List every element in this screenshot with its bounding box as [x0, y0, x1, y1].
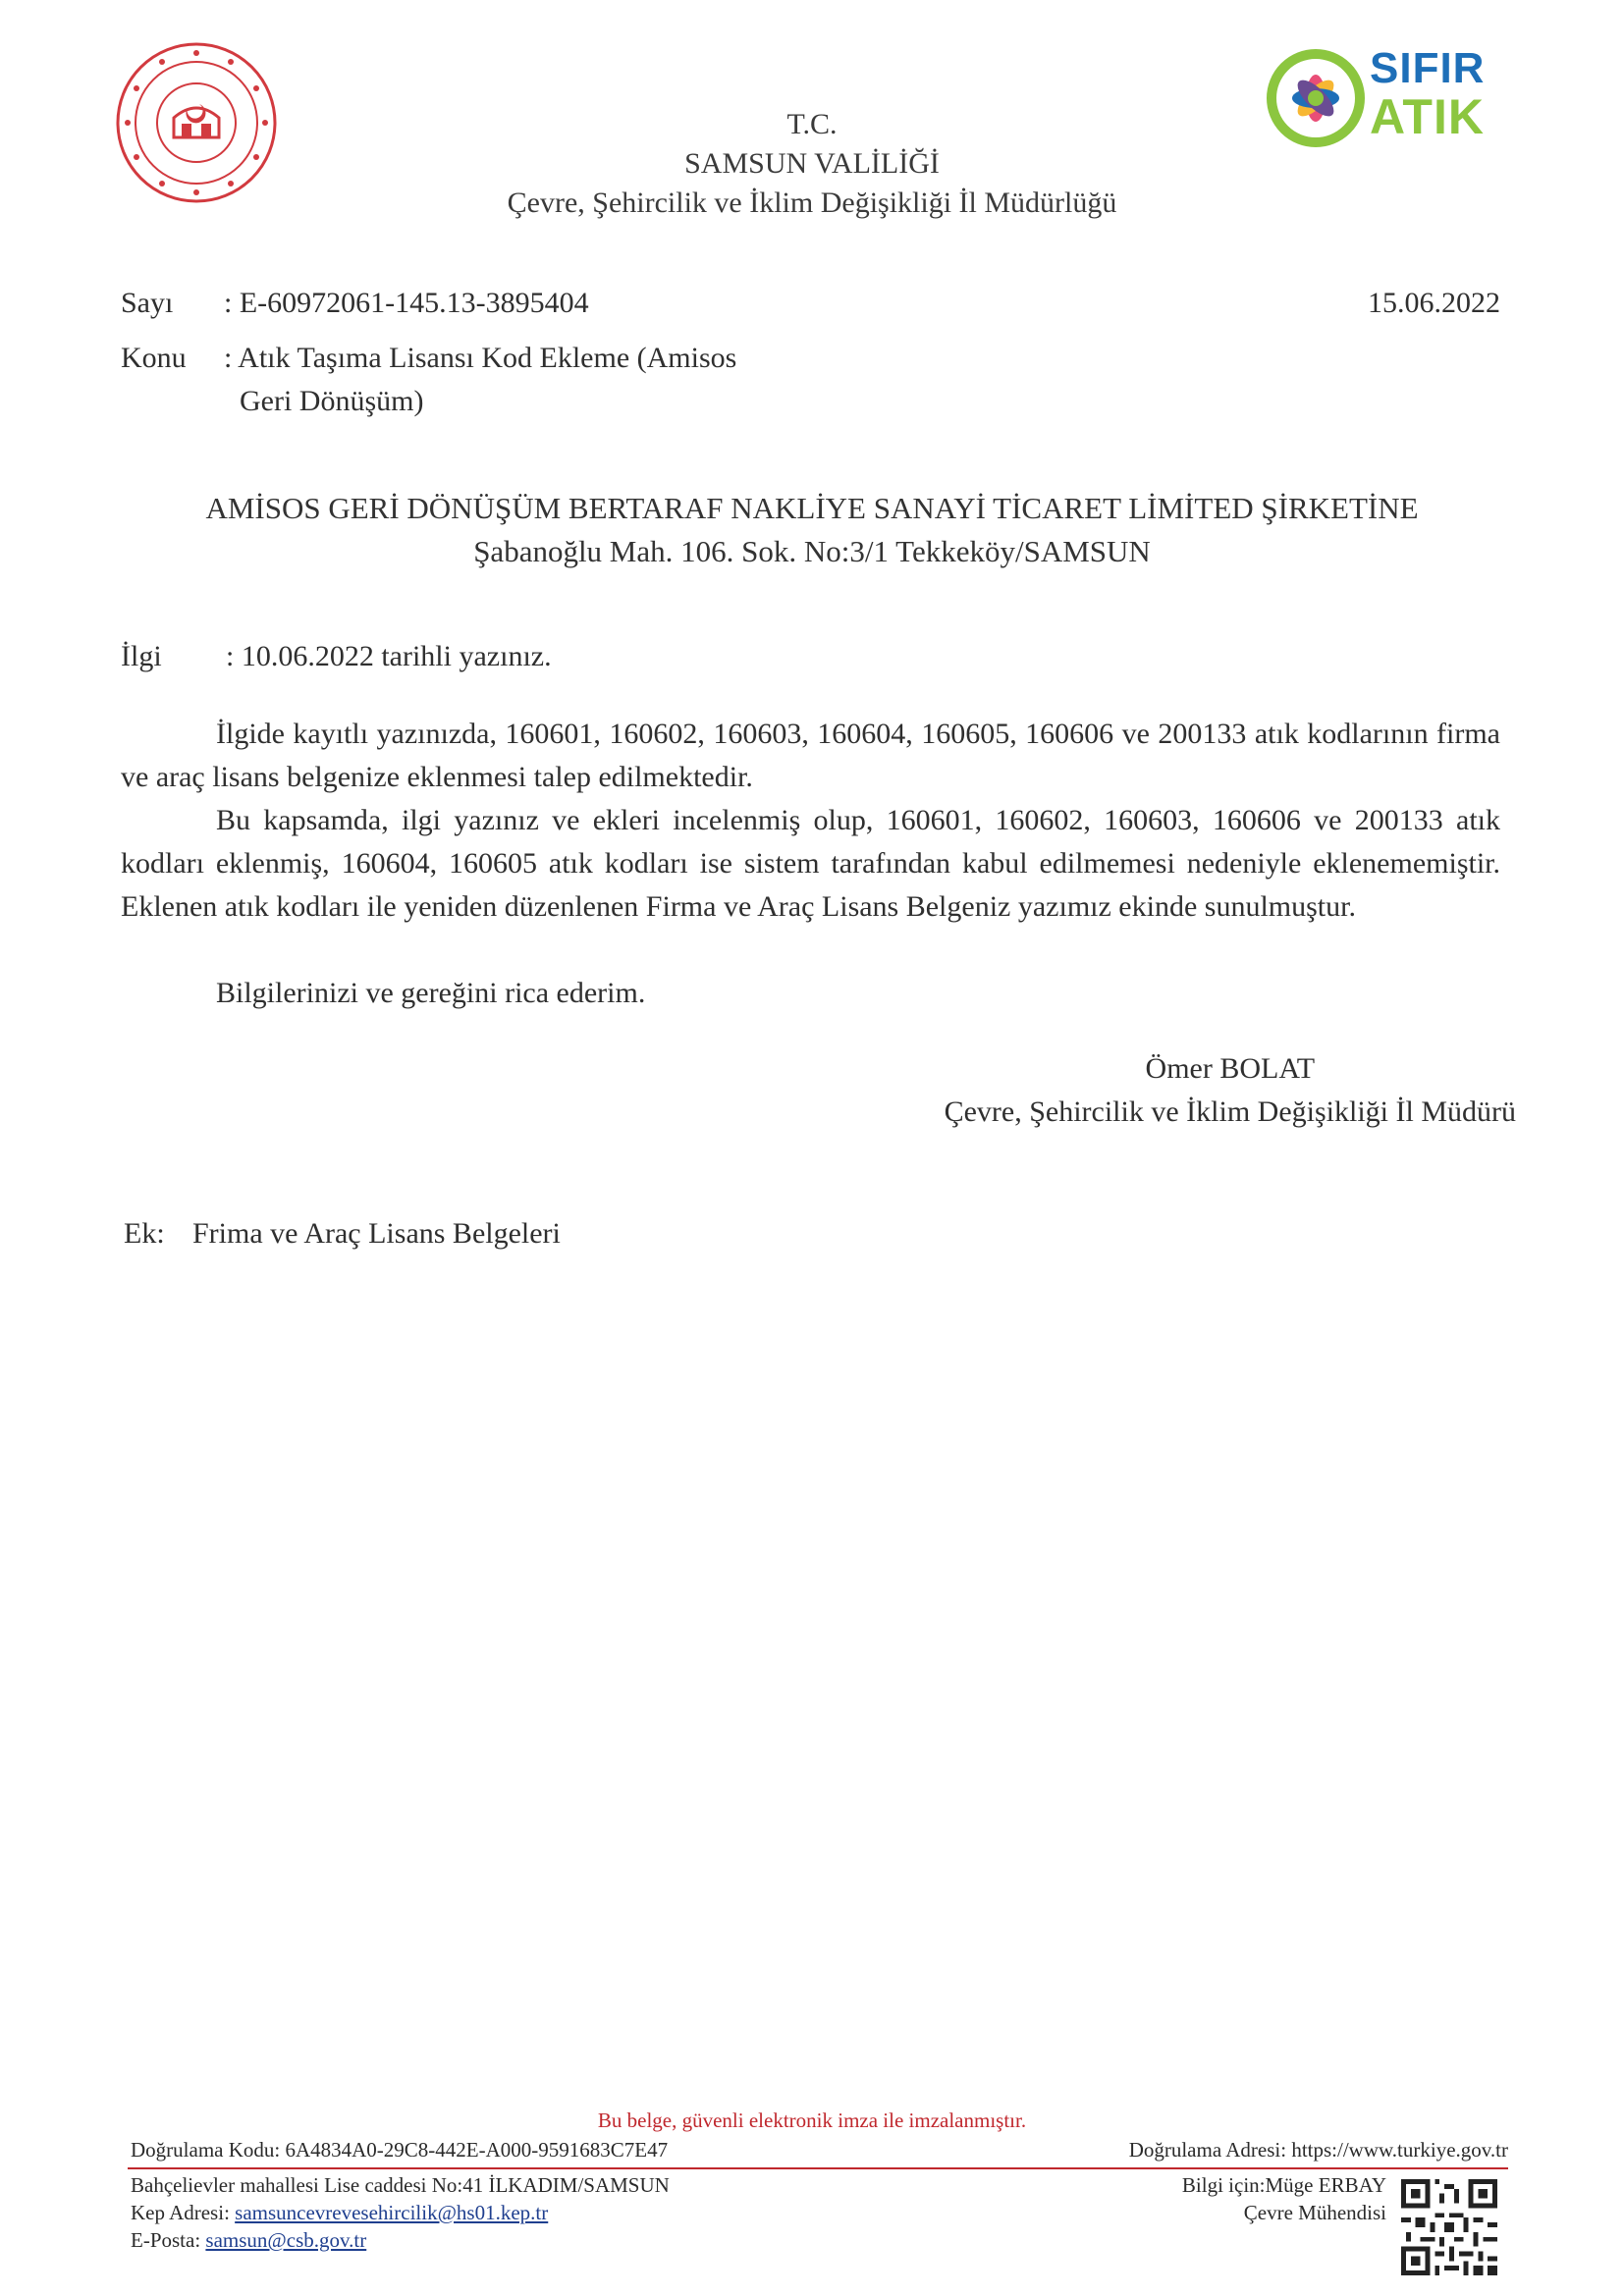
footer-divider [128, 2167, 1508, 2169]
signature-block [945, 1052, 1516, 1129]
kep-link[interactable]: samsuncevrevesehircilik@hs01.kep.tr [235, 2201, 549, 2224]
info-contact: Bilgi için:Müge ERBAY [1181, 2173, 1386, 2197]
logo-word-sifir: SIFIR [1370, 44, 1486, 92]
sayi-value: : E-60972061-145.13-3895404 [224, 287, 589, 319]
body-paragraph-3: Bilgilerinizi ve gereğini rica ederim. [216, 977, 646, 1009]
signer-title: Çevre, Şehircilik ve İklim Değişikliği İl Müdürü [944, 1095, 1516, 1128]
signer-name: Ömer BOLAT [1145, 1052, 1316, 1085]
email-address [131, 2228, 366, 2253]
konu-value-line1: : Atık Taşıma Lisansı Kod Ekleme (Amisos [224, 342, 737, 374]
konu-value-line2: Geri Dönüşüm) [240, 385, 424, 417]
verification-code: Doğrulama Kodu: 6A4834A0-29C8-442E-A000-9591683C7E47 [131, 2138, 669, 2162]
email-link[interactable]: samsun@csb.gov.tr [205, 2228, 367, 2252]
attachment-value: Frima ve Araç Lisans Belgeleri [192, 1217, 561, 1250]
footer-address: Bahçelievler mahallesi Lise caddesi No:41 İLKADIM/SAMSUN [131, 2173, 670, 2197]
header-line-valilik: SAMSUN VALİLİĞİ [684, 147, 940, 180]
logo-word-atik: ATIK [1370, 89, 1485, 144]
body-paragraph-1: İlgide kayıtlı yazınızda, 160601, 160602, 160603, 160604, 160605, 160606 ve 200133 atık kodlarının firma ve araç lisans belgenize eklenmesi talep edilmektedir. [121, 718, 1500, 793]
header-line-mudurluk: Çevre, Şehircilik ve İklim Değişikliği İl Müdürlüğü [507, 187, 1117, 219]
document-date: 15.06.2022 [1368, 287, 1500, 319]
body-paragraph-2: Bu kapsamda, ilgi yazınız ve ekleri incelenmiş olup, 160601, 160602, 160603, 160606 ve 200133 atık kodları eklenmiş, 160604, 160605 atık kodları ise sistem tarafından kabul edilmemesi nedeniyle eklenememiştir. Eklenen atık kodları ile yeniden düzenlenen Firma ve Araç Lisans Belgeniz yazımız ekinde sunulmuştur. [121, 804, 1500, 923]
email-label: E-Posta: [131, 2228, 201, 2252]
konu-label: Konu [121, 342, 187, 374]
kep-label: Kep Adresi: [131, 2201, 230, 2224]
kep-address [131, 2201, 548, 2225]
ilgi-value: : 10.06.2022 tarihli yazınız. [226, 640, 552, 672]
esign-notice: Bu belge, güvenli elektronik imza ile imzalanmıştır. [597, 2109, 1027, 2132]
qr-code-icon [1400, 2179, 1498, 2275]
ilgi-label: İlgi [121, 640, 162, 672]
header-line-tc: T.C. [786, 108, 838, 140]
sayi-label: Sayı [121, 287, 174, 319]
addressee-address: Şabanoğlu Mah. 106. Sok. No:3/1 Tekkeköy/SAMSUN [473, 534, 1151, 568]
verification-address[interactable]: Doğrulama Adresi: https://www.turkiye.gov.tr [1128, 2138, 1508, 2162]
addressee-name: AMİSOS GERİ DÖNÜŞÜM BERTARAF NAKLİYE SANAYİ TİCARET LİMİTED ŞİRKETİNE [205, 491, 1419, 525]
info-contact-title: Çevre Mühendisi [1243, 2201, 1386, 2224]
attachment-label: Ek: [124, 1217, 165, 1250]
